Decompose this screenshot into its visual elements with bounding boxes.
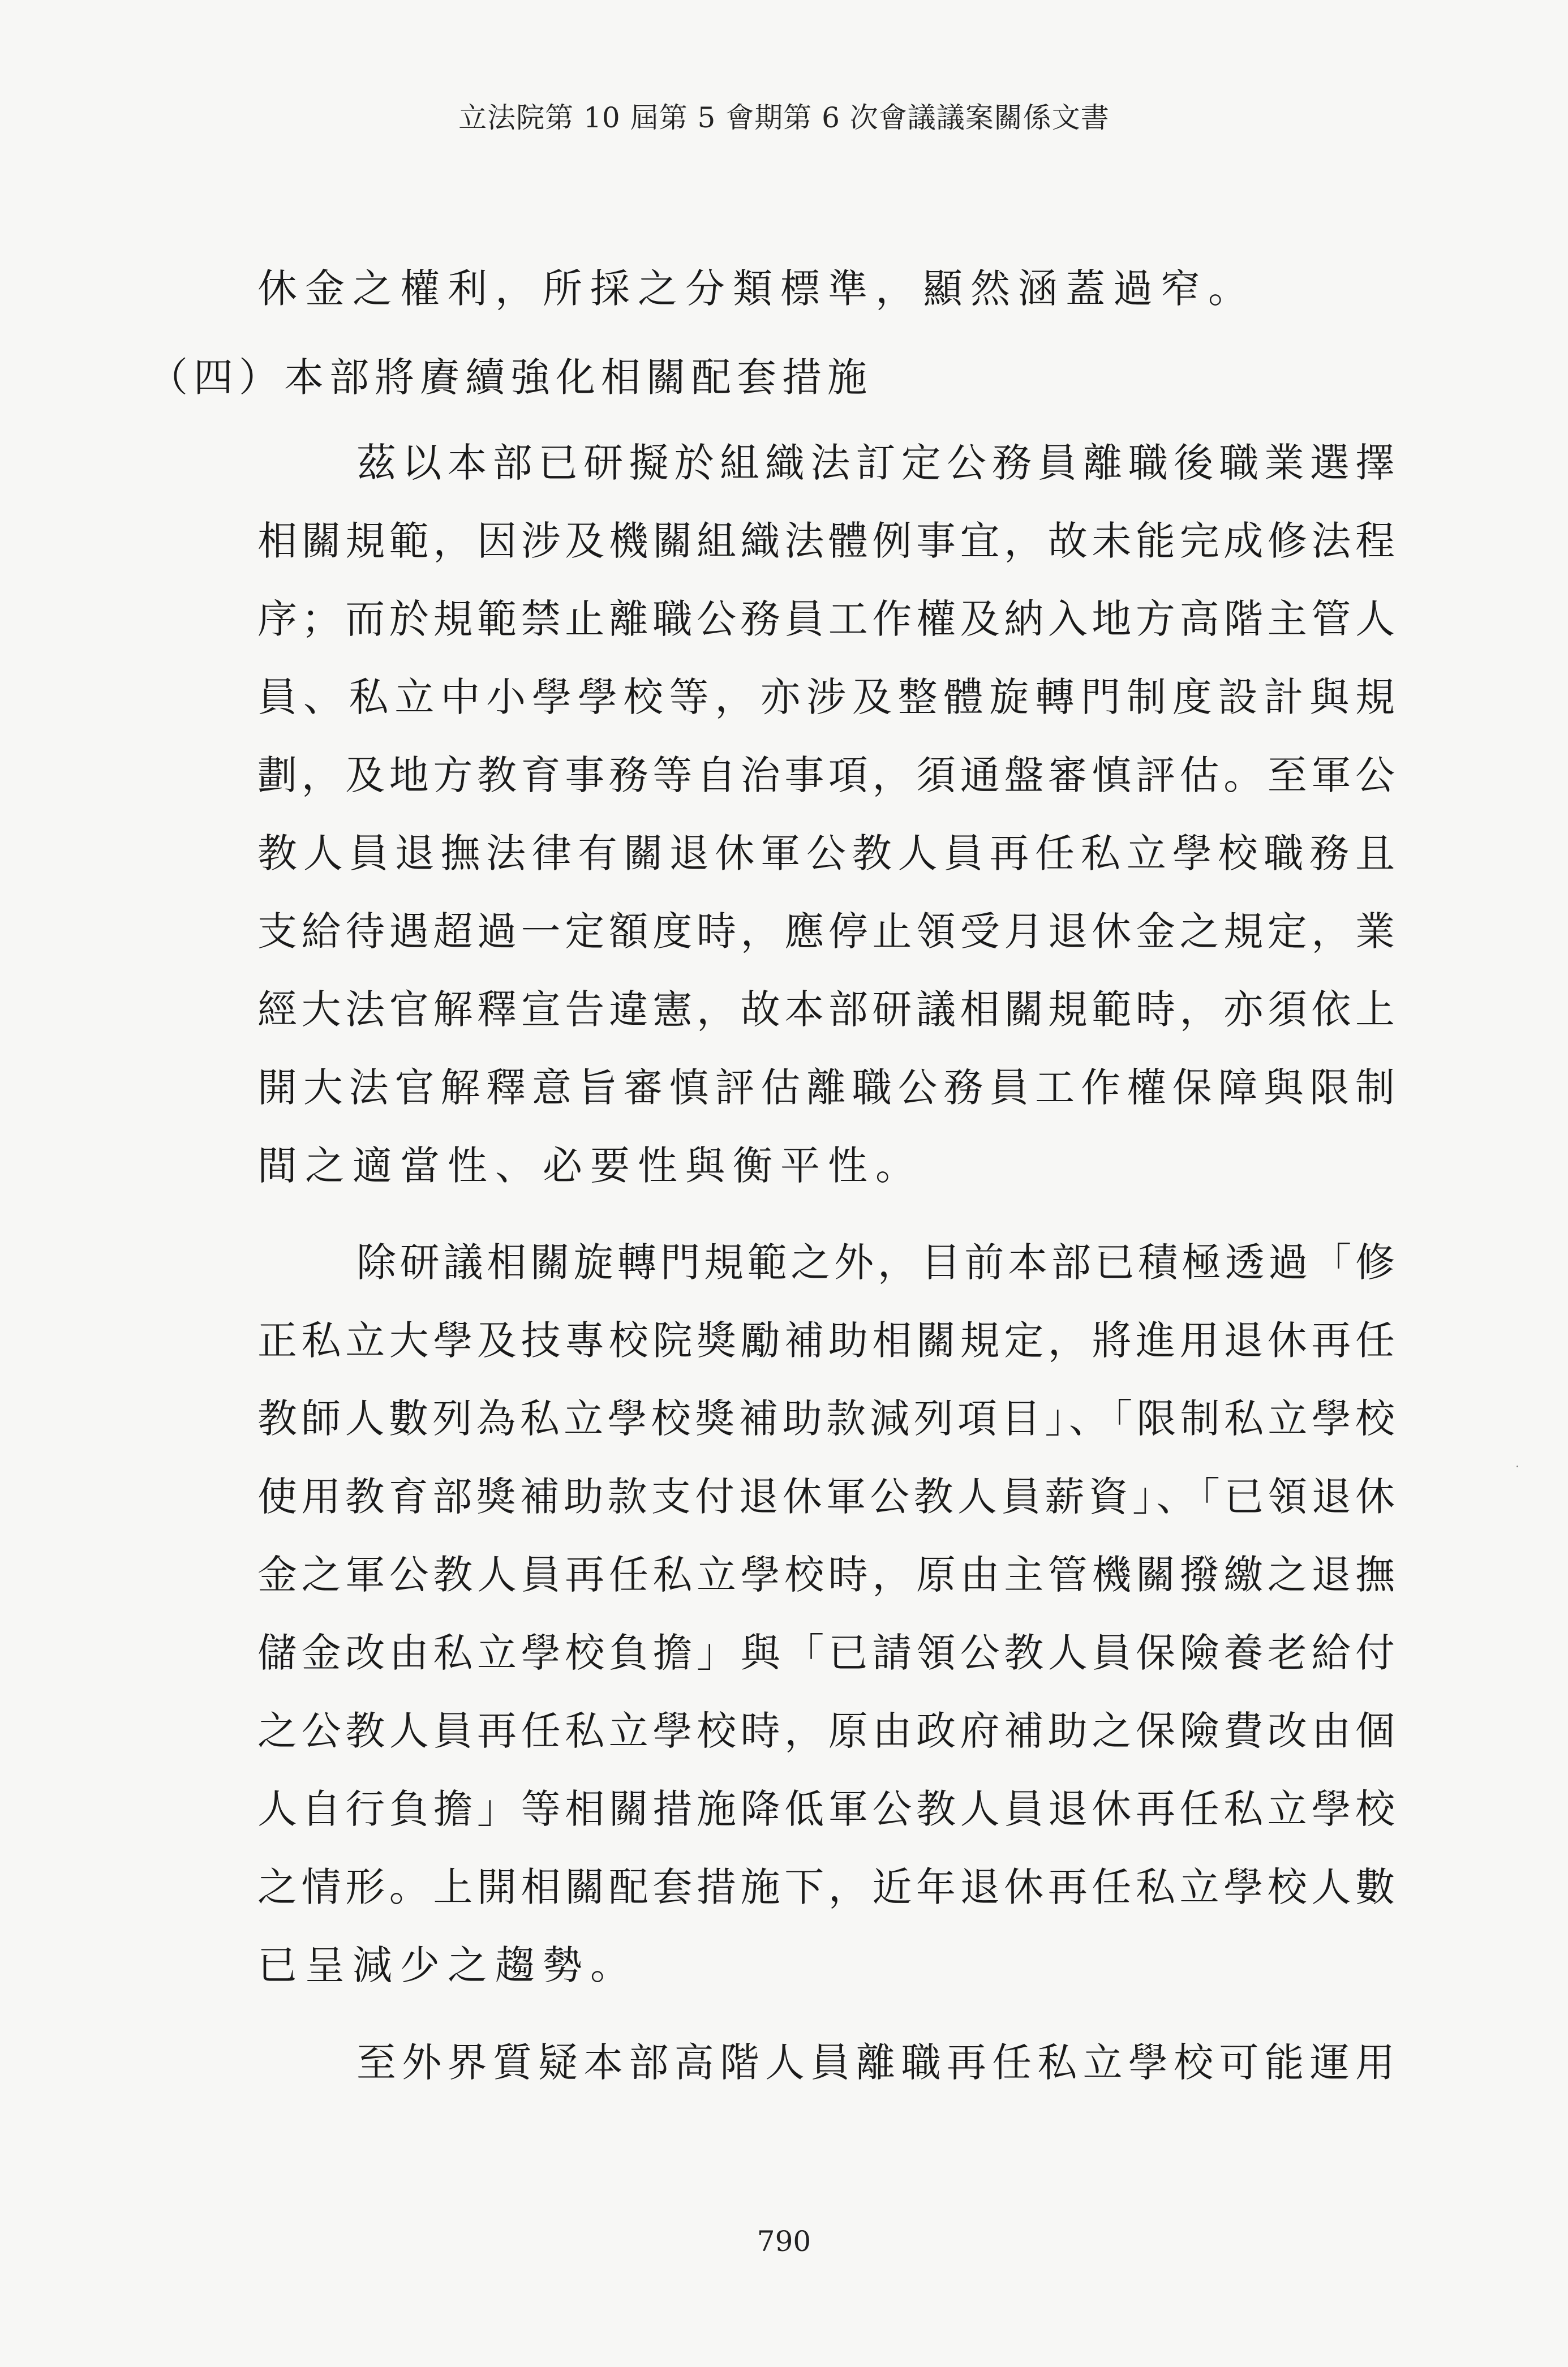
body-line: 使用教育部獎補助款支付退休軍公教人員薪資」、「已領退休 [257,1474,1395,1520]
scan-speck [1517,1466,1518,1467]
body-line: 人自行負擔」等相關措施降低軍公教人員退休再任私立學校 [257,1786,1395,1832]
body-line: 支給待遇超過一定額度時，應停止領受月退休金之規定，業 [257,908,1395,955]
section-heading: （四）本部將賡續強化相關配套措施 [148,354,873,401]
body-line: 相關規範，因涉及機關組織法體例事宜，故未能完成修法程 [257,518,1395,564]
body-line: 員、私立中小學學校等，亦涉及整體旋轉門制度設計與規 [257,674,1395,720]
body-line: 教人員退撫法律有關退休軍公教人員再任私立學校職務且 [257,830,1395,877]
body-line: 茲以本部已研擬於組織法訂定公務員離職後職業選擇 [356,440,1395,486]
body-line: 除研議相關旋轉門規範之外，目前本部已積極透過「修 [356,1239,1395,1286]
body-line: 教師人數列為私立學校獎補助款減列項目」、「限制私立學校 [257,1395,1395,1442]
body-line: 之情形。上開相關配套措施下，近年退休再任私立學校人數 [257,1864,1395,1910]
page-header: 立法院第 10 屆第 5 會期第 6 次會議議案關係文書 [458,101,1110,134]
body-line: 經大法官解釋宣告違憲，故本部研議相關規範時，亦須依上 [257,986,1395,1033]
body-line: 劃，及地方教育事務等自治事項，須通盤審慎評估。至軍公 [257,752,1395,798]
body-line: 間之適當性、必要性與衡平性。 [257,1142,923,1189]
body-line: 序；而於規範禁止離職公務員工作權及納入地方高階主管人 [257,596,1395,642]
body-line: 開大法官解釋意旨審慎評估離職公務員工作權保障與限制 [257,1064,1395,1111]
body-line: 金之軍公教人員再任私立學校時，原由主管機關撥繳之退撫 [257,1552,1395,1598]
body-line: 已呈減少之趨勢。 [257,1942,638,1988]
body-line: 之公教人員再任私立學校時，原由政府補助之保險費改由個 [257,1708,1395,1754]
body-line: 儲金改由私立學校負擔」與「已請領公教人員保險養老給付 [257,1630,1395,1676]
page-number: 790 [757,2225,811,2258]
body-line: 至外界質疑本部高階人員離職再任私立學校可能運用 [356,2039,1395,2086]
body-line: 休金之權利，所採之分類標準，顯然涵蓋過窄。 [257,265,1256,312]
body-line: 正私立大學及技專校院獎勵補助相關規定，將進用退休再任 [257,1317,1395,1364]
